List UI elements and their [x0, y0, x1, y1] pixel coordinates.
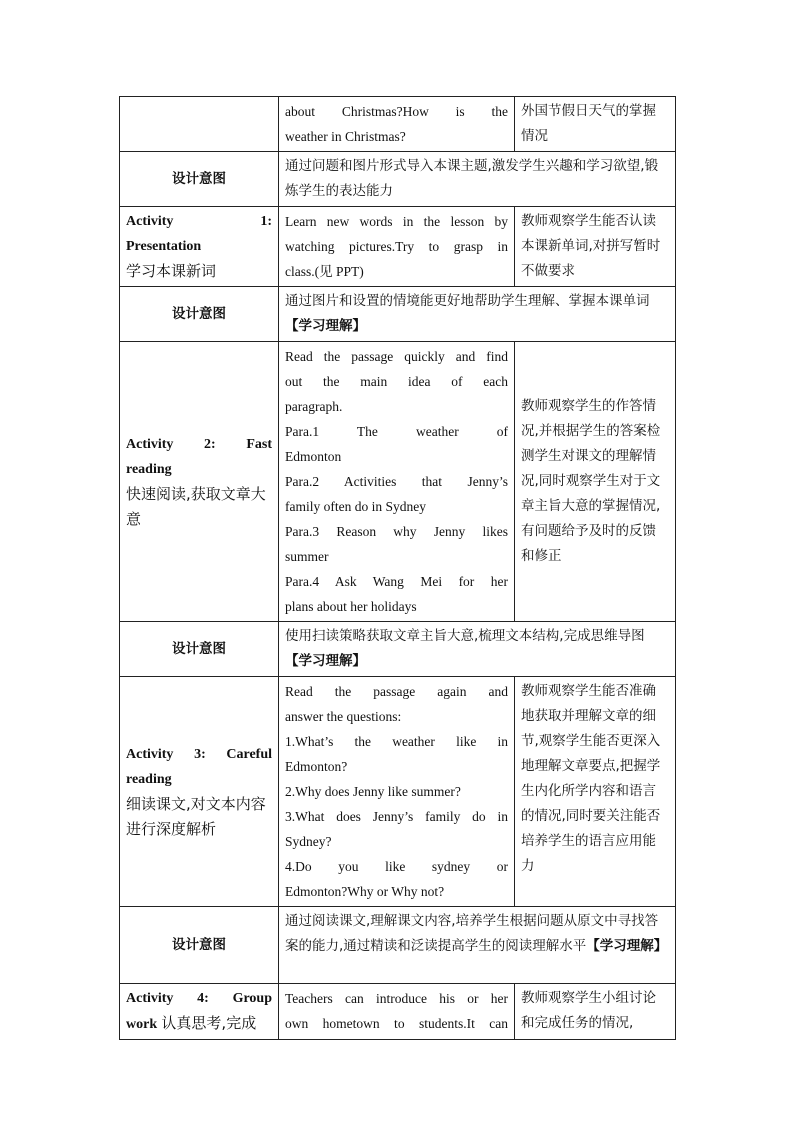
activity-title: Activity 4: Group — [126, 991, 272, 1006]
intent-text: 使用扫读策略获取文章主旨大意,梳理文本结构,完成思维导图 — [285, 628, 645, 644]
intent-tag: 【学习理解】 — [285, 318, 366, 334]
content-line: Edmonton — [285, 449, 342, 464]
content-line: Learn new words in the lesson by — [285, 214, 508, 229]
content-line: Sydney? — [285, 834, 332, 849]
content-line: Edmonton? — [285, 759, 348, 774]
content-cell — [279, 207, 515, 287]
design-intent-text — [279, 622, 676, 677]
activity-title-line2: reading — [126, 461, 172, 477]
table-row-activity-3 — [120, 677, 676, 907]
content-line: class.(见 PPT) — [285, 264, 364, 279]
content-line: Para.3 Reason why Jenny likes — [285, 524, 508, 539]
evaluation-cell: 外国节假日天气的掌握情况 — [515, 97, 676, 152]
content-line: Edmonton?Why or Why not? — [285, 884, 445, 899]
evaluation-cell: 教师观察学生能否认读本课新单词,对拼写暂时不做要求 — [515, 207, 676, 287]
intent-tag: 【学习理解】 — [586, 938, 668, 954]
activity-title: Activity 2: Fast — [126, 436, 272, 452]
lesson-plan-table — [119, 96, 676, 1040]
activity-title-line2: reading — [126, 771, 172, 787]
content-line: about Christmas?How is the — [285, 104, 508, 119]
activity-title-line2: Presentation — [126, 239, 202, 254]
design-intent-text — [279, 907, 676, 984]
content-line: Read the passage again and — [285, 684, 508, 699]
table-row-activity-1 — [120, 207, 676, 287]
content-line: Para.2 Activities that Jenny’s — [285, 474, 508, 489]
table-row-design-intent — [120, 152, 676, 207]
content-line: 4.Do you like sydney or — [285, 859, 508, 874]
activity-subtitle: 快速阅读,获取文章大意 — [126, 484, 266, 528]
activity-cell-empty — [120, 97, 279, 152]
design-intent-label: 设计意图 — [120, 152, 279, 207]
content-line: 1.What’s the weather like in — [285, 734, 508, 749]
content-line: Para.4 Ask Wang Mei for her — [285, 574, 508, 589]
table-row-design-intent — [120, 622, 676, 677]
activity-subtitle: 认真思考,完成 — [161, 1014, 257, 1032]
table-row-activity-2 — [120, 342, 676, 622]
content-line: watching pictures.Try to grasp in — [285, 239, 508, 254]
content-line: 2.Why does Jenny like summer? — [285, 784, 461, 799]
intent-text: 通过问题和图片形式导入本课主题,激发学生兴趣和学习欲望,锻炼学生的表达能力 — [285, 158, 659, 199]
content-line: plans about her holidays — [285, 599, 417, 614]
content-line: own hometown to students.It can — [285, 1016, 508, 1031]
activity-title-line2: work — [126, 1017, 158, 1032]
intent-tag: 【学习理解】 — [285, 653, 366, 669]
content-cell — [279, 984, 515, 1040]
table-row-activity-4 — [120, 984, 676, 1040]
table-row-design-intent — [120, 287, 676, 342]
content-line: summer — [285, 549, 329, 564]
activity-cell — [120, 207, 279, 287]
content-line: Read the passage quickly and find — [285, 349, 508, 364]
table-row-design-intent — [120, 907, 676, 984]
evaluation-cell: 教师观察学生小组讨论和完成任务的情况, — [515, 984, 676, 1040]
content-line: answer the questions: — [285, 709, 402, 724]
activity-cell — [120, 984, 279, 1040]
design-intent-label: 设计意图 — [120, 622, 279, 677]
design-intent-text — [279, 152, 676, 207]
design-intent-text — [279, 287, 676, 342]
content-line: out the main idea of each — [285, 374, 508, 389]
design-intent-label: 设计意图 — [120, 287, 279, 342]
content-cell — [279, 97, 515, 152]
content-line: family often do in Sydney — [285, 499, 426, 514]
activity-title: Activity 1: — [126, 214, 272, 229]
intent-text: 通过阅读课文,理解课文内容,培养学生根据问题从原文中寻找答案的能力,通过精读和泛读提高学生的阅读理解水平 — [285, 913, 659, 954]
content-cell — [279, 677, 515, 907]
evaluation-cell: 教师观察学生的作答情况,并根据学生的答案检测学生对课文的理解情况,同时观察学生对于文章主旨大意的掌握情况,有问题给予及时的反馈和修正 — [515, 342, 676, 622]
activity-cell — [120, 677, 279, 907]
content-line: paragraph. — [285, 399, 343, 414]
content-cell — [279, 342, 515, 622]
activity-subtitle: 学习本课新词 — [126, 262, 217, 280]
content-line: weather in Christmas? — [285, 129, 406, 144]
table-row-intro-continued — [120, 97, 676, 152]
design-intent-label: 设计意图 — [120, 907, 279, 984]
activity-cell — [120, 342, 279, 622]
intent-text: 通过图片和设置的情境能更好地帮助学生理解、掌握本课单词 — [285, 293, 650, 309]
evaluation-cell: 教师观察学生能否准确地获取并理解文章的细节,观察学生能否更深入地理解文章要点,把握学生内化所学内容和语言的情况,同时要关注能否培养学生的语言应用能力 — [515, 677, 676, 907]
activity-subtitle: 细读课文,对文本内容进行深度解析 — [126, 794, 266, 838]
content-line: 3.What does Jenny’s family do in — [285, 809, 508, 824]
content-line: Para.1 The weather of — [285, 424, 508, 439]
content-line: Teachers can introduce his or her — [285, 991, 508, 1006]
activity-title: Activity 3: Careful — [126, 746, 272, 762]
